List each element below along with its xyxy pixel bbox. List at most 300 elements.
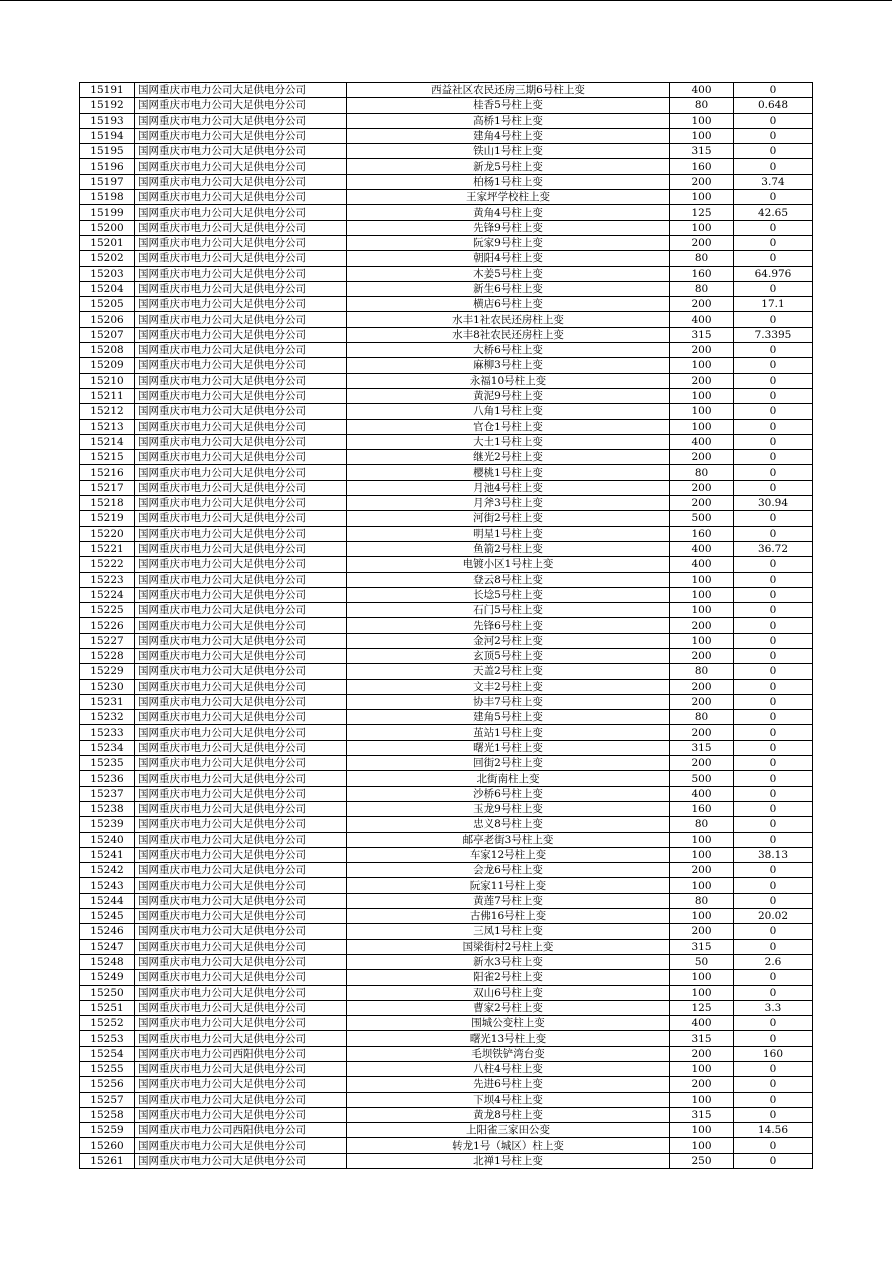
row-id-cell: 15231: [80, 694, 135, 709]
capacity-cell: 80: [670, 281, 734, 296]
table-row: [80, 618, 813, 633]
company-cell: 国网重庆市电力公司大足供电分公司: [135, 83, 347, 98]
table-row: [80, 1016, 813, 1031]
table-row: [80, 1092, 813, 1107]
row-id-cell: 15237: [80, 786, 135, 801]
capacity-cell: 100: [670, 190, 734, 205]
table-row: [80, 159, 813, 174]
row-id-cell: 15227: [80, 633, 135, 648]
transformer-name-cell: 下坝4号柱上变: [347, 1092, 670, 1107]
value-cell: 0: [734, 526, 813, 541]
transformer-name-cell: 文丰2号柱上变: [347, 679, 670, 694]
row-id-cell: 15211: [80, 388, 135, 403]
table-row: [80, 1031, 813, 1046]
value-cell: 42.65: [734, 205, 813, 220]
row-id-cell: 15243: [80, 878, 135, 893]
company-cell: 国网重庆市电力公司大足供电分公司: [135, 159, 347, 174]
row-id-cell: 15200: [80, 220, 135, 235]
capacity-cell: 200: [670, 1077, 734, 1092]
company-cell: 国网重庆市电力公司大足供电分公司: [135, 740, 347, 755]
company-cell: 国网重庆市电力公司大足供电分公司: [135, 266, 347, 281]
table-row: [80, 526, 813, 541]
table-row: [80, 419, 813, 434]
table-row: [80, 893, 813, 908]
row-id-cell: 15239: [80, 817, 135, 832]
value-cell: 0: [734, 1062, 813, 1077]
row-id-cell: 15195: [80, 144, 135, 159]
company-cell: 国网重庆市电力公司大足供电分公司: [135, 98, 347, 113]
capacity-cell: 100: [670, 572, 734, 587]
value-cell: 0: [734, 434, 813, 449]
table-row: [80, 740, 813, 755]
company-cell: 国网重庆市电力公司大足供电分公司: [135, 220, 347, 235]
row-id-cell: 15205: [80, 297, 135, 312]
company-cell: 国网重庆市电力公司大足供电分公司: [135, 281, 347, 296]
table-row: [80, 664, 813, 679]
transformer-name-cell: 新龙5号柱上变: [347, 159, 670, 174]
capacity-cell: 200: [670, 235, 734, 250]
capacity-cell: 100: [670, 419, 734, 434]
company-cell: 国网重庆市电力公司大足供电分公司: [135, 786, 347, 801]
value-cell: 0: [734, 1107, 813, 1122]
capacity-cell: 200: [670, 1046, 734, 1061]
table-row: [80, 1138, 813, 1153]
row-id-cell: 15207: [80, 327, 135, 342]
transformer-name-cell: 王家坪学校柱上变: [347, 190, 670, 205]
table-row: [80, 817, 813, 832]
value-cell: 0: [734, 404, 813, 419]
company-cell: 国网重庆市电力公司大足供电分公司: [135, 1062, 347, 1077]
table-row: [80, 297, 813, 312]
row-id-cell: 15208: [80, 343, 135, 358]
company-cell: 国网重庆市电力公司大足供电分公司: [135, 450, 347, 465]
value-cell: 0: [734, 1092, 813, 1107]
value-cell: 0.648: [734, 98, 813, 113]
transformer-name-cell: 曙光1号柱上变: [347, 740, 670, 755]
capacity-cell: 250: [670, 1153, 734, 1168]
table-row: [80, 679, 813, 694]
value-cell: 0: [734, 939, 813, 954]
value-cell: 64.976: [734, 266, 813, 281]
row-id-cell: 15256: [80, 1077, 135, 1092]
row-id-cell: 15222: [80, 557, 135, 572]
capacity-cell: 100: [670, 832, 734, 847]
top-border-line: [0, 0, 892, 1]
company-cell: 国网重庆市电力公司大足供电分公司: [135, 312, 347, 327]
capacity-cell: 200: [670, 725, 734, 740]
row-id-cell: 15255: [80, 1062, 135, 1077]
table-row: [80, 434, 813, 449]
company-cell: 国网重庆市电力公司大足供电分公司: [135, 388, 347, 403]
capacity-cell: 200: [670, 618, 734, 633]
capacity-cell: 125: [670, 205, 734, 220]
row-id-cell: 15258: [80, 1107, 135, 1122]
company-cell: 国网重庆市电力公司大足供电分公司: [135, 756, 347, 771]
value-cell: 0: [734, 511, 813, 526]
company-cell: 国网重庆市电力公司大足供电分公司: [135, 847, 347, 862]
table-row: [80, 847, 813, 862]
row-id-cell: 15201: [80, 235, 135, 250]
value-cell: 20.02: [734, 909, 813, 924]
company-cell: 国网重庆市电力公司大足供电分公司: [135, 557, 347, 572]
transformer-name-cell: 朝阳4号柱上变: [347, 251, 670, 266]
transformer-name-cell: 建角4号柱上变: [347, 128, 670, 143]
row-id-cell: 15212: [80, 404, 135, 419]
row-id-cell: 15191: [80, 83, 135, 98]
capacity-cell: 100: [670, 909, 734, 924]
row-id-cell: 15248: [80, 954, 135, 969]
value-cell: 0: [734, 373, 813, 388]
company-cell: 国网重庆市电力公司大足供电分公司: [135, 664, 347, 679]
company-cell: 国网重庆市电力公司大足供电分公司: [135, 511, 347, 526]
value-cell: 0: [734, 1153, 813, 1168]
row-id-cell: 15234: [80, 740, 135, 755]
table-row: [80, 878, 813, 893]
table-row: [80, 1046, 813, 1061]
company-cell: 国网重庆市电力公司大足供电分公司: [135, 174, 347, 189]
table-row: [80, 710, 813, 725]
company-cell: 国网重庆市电力公司大足供电分公司: [135, 694, 347, 709]
table-row: [80, 511, 813, 526]
table-row: [80, 985, 813, 1000]
value-cell: 0: [734, 190, 813, 205]
table-row: [80, 327, 813, 342]
transformer-table: [79, 82, 813, 1169]
capacity-cell: 100: [670, 113, 734, 128]
transformer-name-cell: 官仓1号柱上变: [347, 419, 670, 434]
table-row: [80, 404, 813, 419]
row-id-cell: 15202: [80, 251, 135, 266]
capacity-cell: 315: [670, 327, 734, 342]
capacity-cell: 400: [670, 83, 734, 98]
transformer-name-cell: 明星1号柱上变: [347, 526, 670, 541]
transformer-name-cell: 长埝5号柱上变: [347, 587, 670, 602]
transformer-name-cell: 回街2号柱上变: [347, 756, 670, 771]
row-id-cell: 15224: [80, 587, 135, 602]
company-cell: 国网重庆市电力公司大足供电分公司: [135, 541, 347, 556]
row-id-cell: 15244: [80, 893, 135, 908]
capacity-cell: 315: [670, 939, 734, 954]
company-cell: 国网重庆市电力公司大足供电分公司: [135, 832, 347, 847]
capacity-cell: 100: [670, 404, 734, 419]
value-cell: 0: [734, 251, 813, 266]
table-row: [80, 1000, 813, 1015]
company-cell: 国网重庆市电力公司大足供电分公司: [135, 710, 347, 725]
company-cell: 国网重庆市电力公司大足供电分公司: [135, 496, 347, 511]
transformer-name-cell: 月池4号柱上变: [347, 480, 670, 495]
transformer-name-cell: 大土1号柱上变: [347, 434, 670, 449]
transformer-name-cell: 国梁街村2号柱上变: [347, 939, 670, 954]
table-row: [80, 1123, 813, 1138]
company-cell: 国网重庆市电力公司大足供电分公司: [135, 113, 347, 128]
table-row: [80, 251, 813, 266]
value-cell: 0: [734, 587, 813, 602]
company-cell: 国网重庆市电力公司大足供电分公司: [135, 909, 347, 924]
company-cell: 国网重庆市电力公司大足供电分公司: [135, 465, 347, 480]
transformer-name-cell: 河街2号柱上变: [347, 511, 670, 526]
capacity-cell: 80: [670, 893, 734, 908]
company-cell: 国网重庆市电力公司大足供电分公司: [135, 954, 347, 969]
row-id-cell: 15241: [80, 847, 135, 862]
row-id-cell: 15254: [80, 1046, 135, 1061]
value-cell: 160: [734, 1046, 813, 1061]
transformer-name-cell: 铁山1号柱上变: [347, 144, 670, 159]
transformer-name-cell: 先锋9号柱上变: [347, 220, 670, 235]
table-row: [80, 954, 813, 969]
company-cell: 国网重庆市电力公司西阳供电分公司: [135, 1046, 347, 1061]
capacity-cell: 200: [670, 694, 734, 709]
table-row: [80, 496, 813, 511]
table-row: [80, 1062, 813, 1077]
company-cell: 国网重庆市电力公司大足供电分公司: [135, 1000, 347, 1015]
value-cell: 0: [734, 1031, 813, 1046]
capacity-cell: 400: [670, 786, 734, 801]
transformer-name-cell: 围城公变柱上变: [347, 1016, 670, 1031]
value-cell: 0: [734, 572, 813, 587]
row-id-cell: 15249: [80, 970, 135, 985]
capacity-cell: 400: [670, 1016, 734, 1031]
capacity-cell: 80: [670, 465, 734, 480]
value-cell: 2.6: [734, 954, 813, 969]
transformer-name-cell: 黄莲7号柱上变: [347, 893, 670, 908]
capacity-cell: 160: [670, 801, 734, 816]
transformer-name-cell: 新水3号柱上变: [347, 954, 670, 969]
company-cell: 国网重庆市电力公司大足供电分公司: [135, 128, 347, 143]
row-id-cell: 15252: [80, 1016, 135, 1031]
capacity-cell: 100: [670, 878, 734, 893]
capacity-cell: 400: [670, 557, 734, 572]
row-id-cell: 15194: [80, 128, 135, 143]
transformer-name-cell: 鱼箭2号柱上变: [347, 541, 670, 556]
company-cell: 国网重庆市电力公司大足供电分公司: [135, 572, 347, 587]
value-cell: 0: [734, 419, 813, 434]
company-cell: 国网重庆市电力公司大足供电分公司: [135, 893, 347, 908]
transformer-name-cell: 大桥6号柱上变: [347, 343, 670, 358]
value-cell: 0: [734, 113, 813, 128]
row-id-cell: 15242: [80, 863, 135, 878]
company-cell: 国网重庆市电力公司大足供电分公司: [135, 526, 347, 541]
capacity-cell: 500: [670, 771, 734, 786]
capacity-cell: 100: [670, 1138, 734, 1153]
value-cell: 14.56: [734, 1123, 813, 1138]
company-cell: 国网重庆市电力公司大足供电分公司: [135, 924, 347, 939]
transformer-name-cell: 茧站1号柱上变: [347, 725, 670, 740]
row-id-cell: 15204: [80, 281, 135, 296]
row-id-cell: 15215: [80, 450, 135, 465]
transformer-name-cell: 八柱4号柱上变: [347, 1062, 670, 1077]
company-cell: 国网重庆市电力公司大足供电分公司: [135, 434, 347, 449]
value-cell: 3.74: [734, 174, 813, 189]
value-cell: 3.3: [734, 1000, 813, 1015]
row-id-cell: 15218: [80, 496, 135, 511]
company-cell: 国网重庆市电力公司大足供电分公司: [135, 1031, 347, 1046]
company-cell: 国网重庆市电力公司大足供电分公司: [135, 618, 347, 633]
table-row: [80, 970, 813, 985]
transformer-name-cell: 永福10号柱上变: [347, 373, 670, 388]
value-cell: 0: [734, 801, 813, 816]
company-cell: 国网重庆市电力公司大足供电分公司: [135, 648, 347, 663]
company-cell: 国网重庆市电力公司大足供电分公司: [135, 817, 347, 832]
table-row: [80, 1107, 813, 1122]
transformer-name-cell: 麻柳3号柱上变: [347, 358, 670, 373]
table-row: [80, 174, 813, 189]
table-row: [80, 281, 813, 296]
value-cell: 0: [734, 220, 813, 235]
capacity-cell: 50: [670, 954, 734, 969]
value-cell: 0: [734, 786, 813, 801]
table-row: [80, 388, 813, 403]
transformer-name-cell: 阮家9号柱上变: [347, 235, 670, 250]
table-row: [80, 694, 813, 709]
company-cell: 国网重庆市电力公司大足供电分公司: [135, 603, 347, 618]
transformer-name-cell: 曹家2号柱上变: [347, 1000, 670, 1015]
row-id-cell: 15259: [80, 1123, 135, 1138]
table-row: [80, 190, 813, 205]
company-cell: 国网重庆市电力公司大足供电分公司: [135, 1077, 347, 1092]
transformer-name-cell: 会龙6号柱上变: [347, 863, 670, 878]
company-cell: 国网重庆市电力公司大足供电分公司: [135, 970, 347, 985]
capacity-cell: 315: [670, 1107, 734, 1122]
table-row: [80, 939, 813, 954]
value-cell: 0: [734, 878, 813, 893]
company-cell: 国网重庆市电力公司大足供电分公司: [135, 863, 347, 878]
company-cell: 国网重庆市电力公司大足供电分公司: [135, 1153, 347, 1168]
row-id-cell: 15233: [80, 725, 135, 740]
value-cell: 0: [734, 235, 813, 250]
capacity-cell: 100: [670, 970, 734, 985]
value-cell: 0: [734, 740, 813, 755]
capacity-cell: 200: [670, 648, 734, 663]
transformer-name-cell: 沙桥6号柱上变: [347, 786, 670, 801]
transformer-name-cell: 玄顶5号柱上变: [347, 648, 670, 663]
transformer-name-cell: 玉龙9号柱上变: [347, 801, 670, 816]
value-cell: 36.72: [734, 541, 813, 556]
table-row: [80, 220, 813, 235]
company-cell: 国网重庆市电力公司大足供电分公司: [135, 251, 347, 266]
transformer-name-cell: 樱桃1号柱上变: [347, 465, 670, 480]
transformer-name-cell: 上阳雀三家田公变: [347, 1123, 670, 1138]
transformer-name-cell: 曙光13号柱上变: [347, 1031, 670, 1046]
value-cell: 0: [734, 633, 813, 648]
row-id-cell: 15236: [80, 771, 135, 786]
table-row: [80, 343, 813, 358]
capacity-cell: 100: [670, 358, 734, 373]
row-id-cell: 15220: [80, 526, 135, 541]
table-row: [80, 465, 813, 480]
transformer-name-cell: 天盖2号柱上变: [347, 664, 670, 679]
table-row: [80, 771, 813, 786]
capacity-cell: 200: [670, 480, 734, 495]
value-cell: 0: [734, 725, 813, 740]
value-cell: 0: [734, 557, 813, 572]
row-id-cell: 15238: [80, 801, 135, 816]
capacity-cell: 100: [670, 1062, 734, 1077]
row-id-cell: 15199: [80, 205, 135, 220]
transformer-name-cell: 古佛16号柱上变: [347, 909, 670, 924]
value-cell: 17.1: [734, 297, 813, 312]
transformer-name-cell: 先锋6号柱上变: [347, 618, 670, 633]
row-id-cell: 15203: [80, 266, 135, 281]
transformer-name-cell: 双山6号柱上变: [347, 985, 670, 1000]
capacity-cell: 100: [670, 587, 734, 602]
table-row: [80, 113, 813, 128]
row-id-cell: 15219: [80, 511, 135, 526]
value-cell: 0: [734, 648, 813, 663]
transformer-name-cell: 继光2号柱上变: [347, 450, 670, 465]
transformer-name-cell: 北街南柱上变: [347, 771, 670, 786]
value-cell: 0: [734, 603, 813, 618]
table-row: [80, 633, 813, 648]
capacity-cell: 500: [670, 511, 734, 526]
value-cell: 0: [734, 388, 813, 403]
value-cell: 0: [734, 771, 813, 786]
transformer-name-cell: 黄龙8号柱上变: [347, 1107, 670, 1122]
company-cell: 国网重庆市电力公司大足供电分公司: [135, 725, 347, 740]
company-cell: 国网重庆市电力公司西阳供电分公司: [135, 1123, 347, 1138]
table-row: [80, 358, 813, 373]
row-id-cell: 15223: [80, 572, 135, 587]
table-body: [80, 83, 813, 1169]
row-id-cell: 15246: [80, 924, 135, 939]
transformer-name-cell: 毛坝铁铲湾台变: [347, 1046, 670, 1061]
transformer-name-cell: 转龙1号（城区）柱上变: [347, 1138, 670, 1153]
transformer-name-cell: 横店6号柱上变: [347, 297, 670, 312]
row-id-cell: 15216: [80, 465, 135, 480]
row-id-cell: 15250: [80, 985, 135, 1000]
table-row: [80, 128, 813, 143]
row-id-cell: 15209: [80, 358, 135, 373]
transformer-name-cell: 北禅1号柱上变: [347, 1153, 670, 1168]
value-cell: 0: [734, 159, 813, 174]
table-row: [80, 1077, 813, 1092]
value-cell: 0: [734, 1077, 813, 1092]
value-cell: 0: [734, 450, 813, 465]
capacity-cell: 100: [670, 847, 734, 862]
table-row: [80, 312, 813, 327]
value-cell: 0: [734, 343, 813, 358]
table-row: [80, 83, 813, 98]
capacity-cell: 200: [670, 924, 734, 939]
row-id-cell: 15230: [80, 679, 135, 694]
company-cell: 国网重庆市电力公司大足供电分公司: [135, 297, 347, 312]
transformer-name-cell: 八角1号柱上变: [347, 404, 670, 419]
table-row: [80, 924, 813, 939]
company-cell: 国网重庆市电力公司大足供电分公司: [135, 373, 347, 388]
capacity-cell: 100: [670, 1092, 734, 1107]
capacity-cell: 200: [670, 373, 734, 388]
value-cell: 0: [734, 985, 813, 1000]
row-id-cell: 15232: [80, 710, 135, 725]
value-cell: 0: [734, 358, 813, 373]
capacity-cell: 125: [670, 1000, 734, 1015]
row-id-cell: 15197: [80, 174, 135, 189]
row-id-cell: 15228: [80, 648, 135, 663]
value-cell: 0: [734, 863, 813, 878]
capacity-cell: 100: [670, 603, 734, 618]
table-row: [80, 557, 813, 572]
value-cell: 0: [734, 128, 813, 143]
transformer-name-cell: 水丰8社农民还房柱上变: [347, 327, 670, 342]
table-row: [80, 909, 813, 924]
capacity-cell: 160: [670, 266, 734, 281]
company-cell: 国网重庆市电力公司大足供电分公司: [135, 419, 347, 434]
value-cell: 0: [734, 1016, 813, 1031]
capacity-cell: 160: [670, 159, 734, 174]
table-row: [80, 144, 813, 159]
company-cell: 国网重庆市电力公司大足供电分公司: [135, 878, 347, 893]
value-cell: 0: [734, 756, 813, 771]
transformer-name-cell: 忠义8号柱上变: [347, 817, 670, 832]
